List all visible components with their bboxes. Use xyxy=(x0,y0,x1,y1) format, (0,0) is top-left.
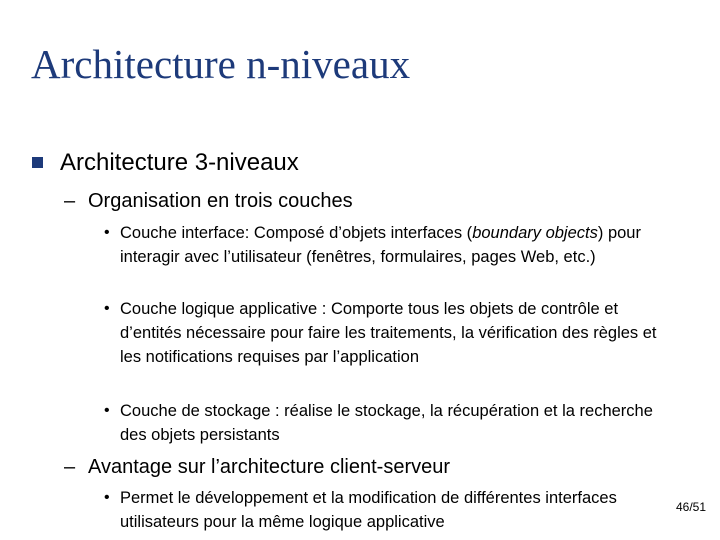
bullet-architecture-3-niveaux: Architecture 3-niveaux xyxy=(60,149,299,176)
subheading-organisation: Organisation en trois couches xyxy=(88,190,353,212)
subheading-avantage: Avantage sur l’architecture client-serveur xyxy=(88,456,451,478)
dash-bullet: – xyxy=(64,456,76,478)
dash-bullet: – xyxy=(64,190,76,212)
slide-title: Architecture n-niveaux xyxy=(31,41,411,87)
dot-bullet: • xyxy=(104,489,110,506)
dot-bullet: • xyxy=(104,402,110,419)
dot-bullet: • xyxy=(104,300,110,317)
bullet-couche-stockage: Couche de stockage : réalise le stockage, la récupération et la recherche des objets persistants xyxy=(120,402,653,444)
bullet-couche-interface xyxy=(120,221,665,269)
page-number: 46/51 xyxy=(675,500,706,514)
bullet-text: ) pour interagir avec l’utilisateur (fenêtres, formulaires, pages Web, etc.) xyxy=(120,224,641,266)
bullet-text: Couche interface: Composé d’objets interfaces ( xyxy=(120,224,473,242)
square-bullet-icon xyxy=(32,157,43,168)
bullet-couche-logique: Couche logique applicative : Comporte tous les objets de contrôle et d’entités nécessaire pour faire les traitements, la vérification des règles et les notifications requises par l’application xyxy=(120,300,657,366)
dot-bullet: • xyxy=(104,224,110,241)
bullet-emphasis: boundary objects xyxy=(472,224,598,242)
bullet-permet: Permet le développement et la modification de différentes interfaces utilisateurs pour la même logique applicative xyxy=(120,489,617,531)
